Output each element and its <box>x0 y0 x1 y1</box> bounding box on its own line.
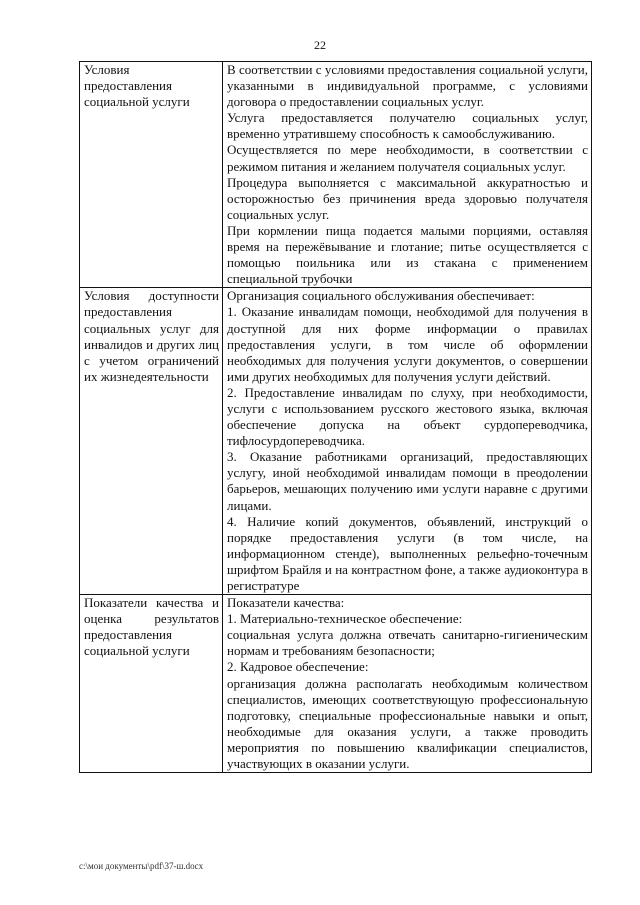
row-label: Условия предоставления социальной услуги <box>80 62 223 288</box>
file-path-footer: c:\мои документы\pdf\37-ш.docx <box>79 861 204 871</box>
row-content <box>223 595 592 773</box>
paragraph: Показатели качества: <box>227 595 345 611</box>
row-label: Показатели качества и оценка результатов предоставления социальной услуги <box>80 595 223 773</box>
paragraph: 1. Материально-техническое обеспечение: <box>227 611 463 627</box>
paragraph: Услуга предоставляется получателю социальных услуг, временно утратившему способность к самообслуживанию. <box>227 110 588 142</box>
paragraph: 4. Наличие копий документов, объявлений, инструкций о порядке предоставления услуги (в том числе, на информационном стенде), выполненных рельефно-точечным шрифтом Брайля и на контрастном фоне, а также аудиоконтура в регистратуре <box>227 513 588 593</box>
paragraph: социальная услуга должна отвечать санитарно-гигиеническим нормам и требованиям безопасности; <box>227 627 588 659</box>
services-table <box>79 61 592 773</box>
table-row <box>80 288 592 595</box>
paragraph: Процедура выполняется с максимальной аккуратностью и осторожностью без причинения вреда здоровью получателя социальных услуг. <box>227 174 588 222</box>
table-row <box>80 595 592 773</box>
row-content <box>223 288 592 595</box>
paragraph: 1. Оказание инвалидам помощи, необходимой для получения в доступной для них форме информации о правилах предоставления услуги, в том числе об оформлении необходимых для получения услуги документов, о совершении ими других необходимых для получения услуги действий. <box>227 304 588 384</box>
paragraph: 2. Предоставление инвалидам по слуху, при необходимости, услуги с использованием русского жестового языка, включая обеспечение допуска на объект сурдопереводчика, тифлосурдопереводчика. <box>227 384 588 449</box>
paragraph: Осуществляется по мере необходимости, в соответствии с режимом питания и желанием получателя социальных услуг. <box>227 142 588 174</box>
paragraph: 2. Кадровое обеспечение: <box>227 659 369 675</box>
paragraph: В соответствии с условиями предоставления социальной услуги, указанными в индивидуальной программе, с условиями договора о предоставлении социальных услуг. <box>227 62 588 110</box>
page-number: 22 <box>314 38 326 52</box>
table-row <box>80 62 592 288</box>
row-content <box>223 62 592 288</box>
paragraph: 3. Оказание работниками организаций, предоставляющих услугу, иной необходимой инвалидам помощи в преодолении барьеров, мешающих получению ими услуги наравне с другими лицами. <box>227 449 588 513</box>
paragraph: Организация социального обслуживания обеспечивает: <box>227 288 535 304</box>
paragraph: При кормлении пища подается малыми порциями, оставляя время на пережёвывание и глотание; питье осуществляется с помощью поильника или из стакана с применением специальной трубочки <box>227 222 588 287</box>
paragraph: организация должна располагать необходимым количеством специалистов, имеющих соответствующую профессиональную подготовку, специальные профессиональные навыки и опыт, необходимые для оказания услуги, а также проводить мероприятия по повышению квалификации специалистов, участвующих в оказании услуги. <box>227 675 588 772</box>
row-label: Условия доступности предоставления социальных услуг для инвалидов и других лиц с учетом ограничений их жизнедеятельности <box>80 288 223 595</box>
